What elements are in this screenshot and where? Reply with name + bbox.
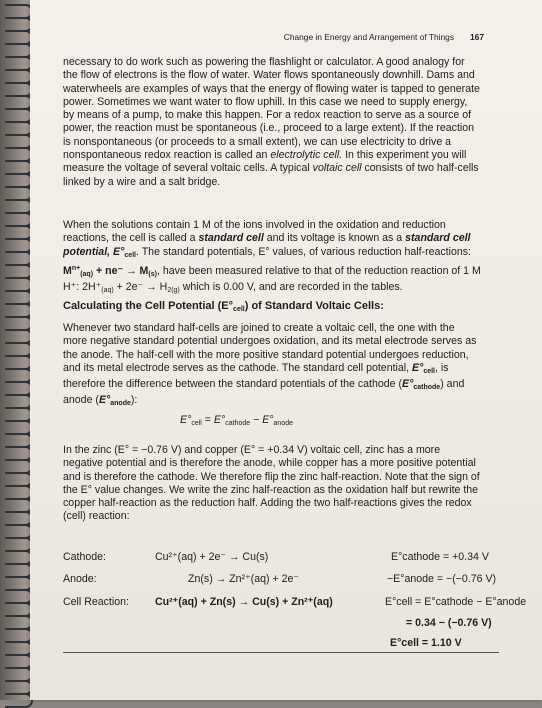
paragraph-cell-potential: Whenever two standard half-cells are joined to create a voltaic cell, the one with the more negative standard potential undergoes oxidation, and its metal electrode serves as the anode. The half-cell with the more positive standard potential undergoes reduction, and its metal electrode serves as the cathode. The standard cell potential, $E^\circ_{cell}$, is therefore the difference between the standard potentials of the cathode $(E^\circ_{cathode})$ and anode $(E^\circ_{anode})$: [63, 322, 477, 408]
page-number: 167 [470, 32, 484, 42]
running-title: Change in Energy and Arrangement of Things [283, 32, 455, 42]
cell-potential-equation: $E^\circ_{cell} = E^\circ_{cathode} - E^\circ_{anode}$ [180, 414, 293, 427]
cell-potential-result: E°cell = 1.10 V [390, 637, 462, 649]
textbook-page [30, 0, 542, 700]
term-electrolytic-cell: electrolytic cell. [270, 149, 343, 162]
page-header [284, 32, 484, 42]
anode-label: Anode: [63, 573, 97, 585]
cathode-potential: E°cathode = +0.34 V [391, 551, 489, 563]
paragraph-electron-flow: necessary to do work such as powering the flashlight or calculator. A good analogy for the flow of electrons is the flow of water. Water flows spontaneously downhill. Dams and waterwheels are examples of ways that the energy of flowing water is tapped to generate power. Sometimes we want water to flow uphill. In this case we need to supply energy, by means of a pump, to make this happen. For a redox reaction to serve as a source of power, the reaction must be spontaneous (i.e., proceed to a large extent). If the reaction is nonspontaneous (or proceeds to a small extent), we can use electricity to drive a nonspontaneous redox reaction is called an electrolytic cell. In this experiment you will measure the voltage of several voltaic cells. A typical voltaic cell consists of two half-cells linked by a wire and a salt bridge. [63, 56, 480, 188]
paragraph-zinc-copper: In the zinc (E° = −0.76 V) and copper (E° = +0.34 V) voltaic cell, zinc has a more negative potential and is therefore the anode, while copper has a more positive potential and is therefore the cathode. We therefore flip the zinc half-reaction. Note that the sign of the E° value changes. We write the zinc half-reaction as the oxidation half but rewrite the copper half-reaction as the reduction half. Adding the two half-reactions gives the redox (cell) reaction: [63, 444, 480, 523]
paragraph-standard-potential: When the solutions contain 1 M of the ions involved in the oxidation and reduction reactions, the cell is called a standard cell and its voltage is known as a standard cell potential, $E^\circ_{cell}$. The standard potentials, E° values, of various reduction half-reactions: $M^{n+}_{(aq)} + ne^- \to M_{(s)}$, have been measured relative to that of the reduction reaction of 1 M H⁺: $2H^+_{(aq)} + 2e^- \to H_{2(g)}$ which is 0.00 V, and are recorded in the tables. [63, 219, 481, 295]
cell-potential-formula: E°cell = E°cathode − E°anode [385, 596, 527, 608]
cell-reaction-equation: Cu²⁺(aq) + Zn(s) → Cu(s) + Zn²⁺(aq) [155, 596, 333, 608]
calculation-line: = 0.34 − (−0.76 V) [406, 617, 492, 629]
term-voltaic-cell: voltaic cell [312, 162, 362, 175]
anode-equation: Zn(s) → Zn²⁺(aq) + 2e⁻ [188, 573, 299, 585]
cathode-equation: Cu²⁺(aq) + 2e⁻ → Cu(s) [155, 551, 269, 563]
cell-reaction-label: Cell Reaction: [63, 596, 129, 608]
binding-ring [5, 693, 33, 708]
divider-line [63, 652, 499, 653]
term-standard-cell: standard cell [198, 232, 264, 245]
section-heading: Calculating the Cell Potential $(E^\circ_{cell})$ of Standard Voltaic Cells: [63, 300, 384, 313]
cathode-label: Cathode: [63, 551, 106, 563]
anode-potential: −E°anode = −(−0.76 V) [387, 573, 497, 585]
